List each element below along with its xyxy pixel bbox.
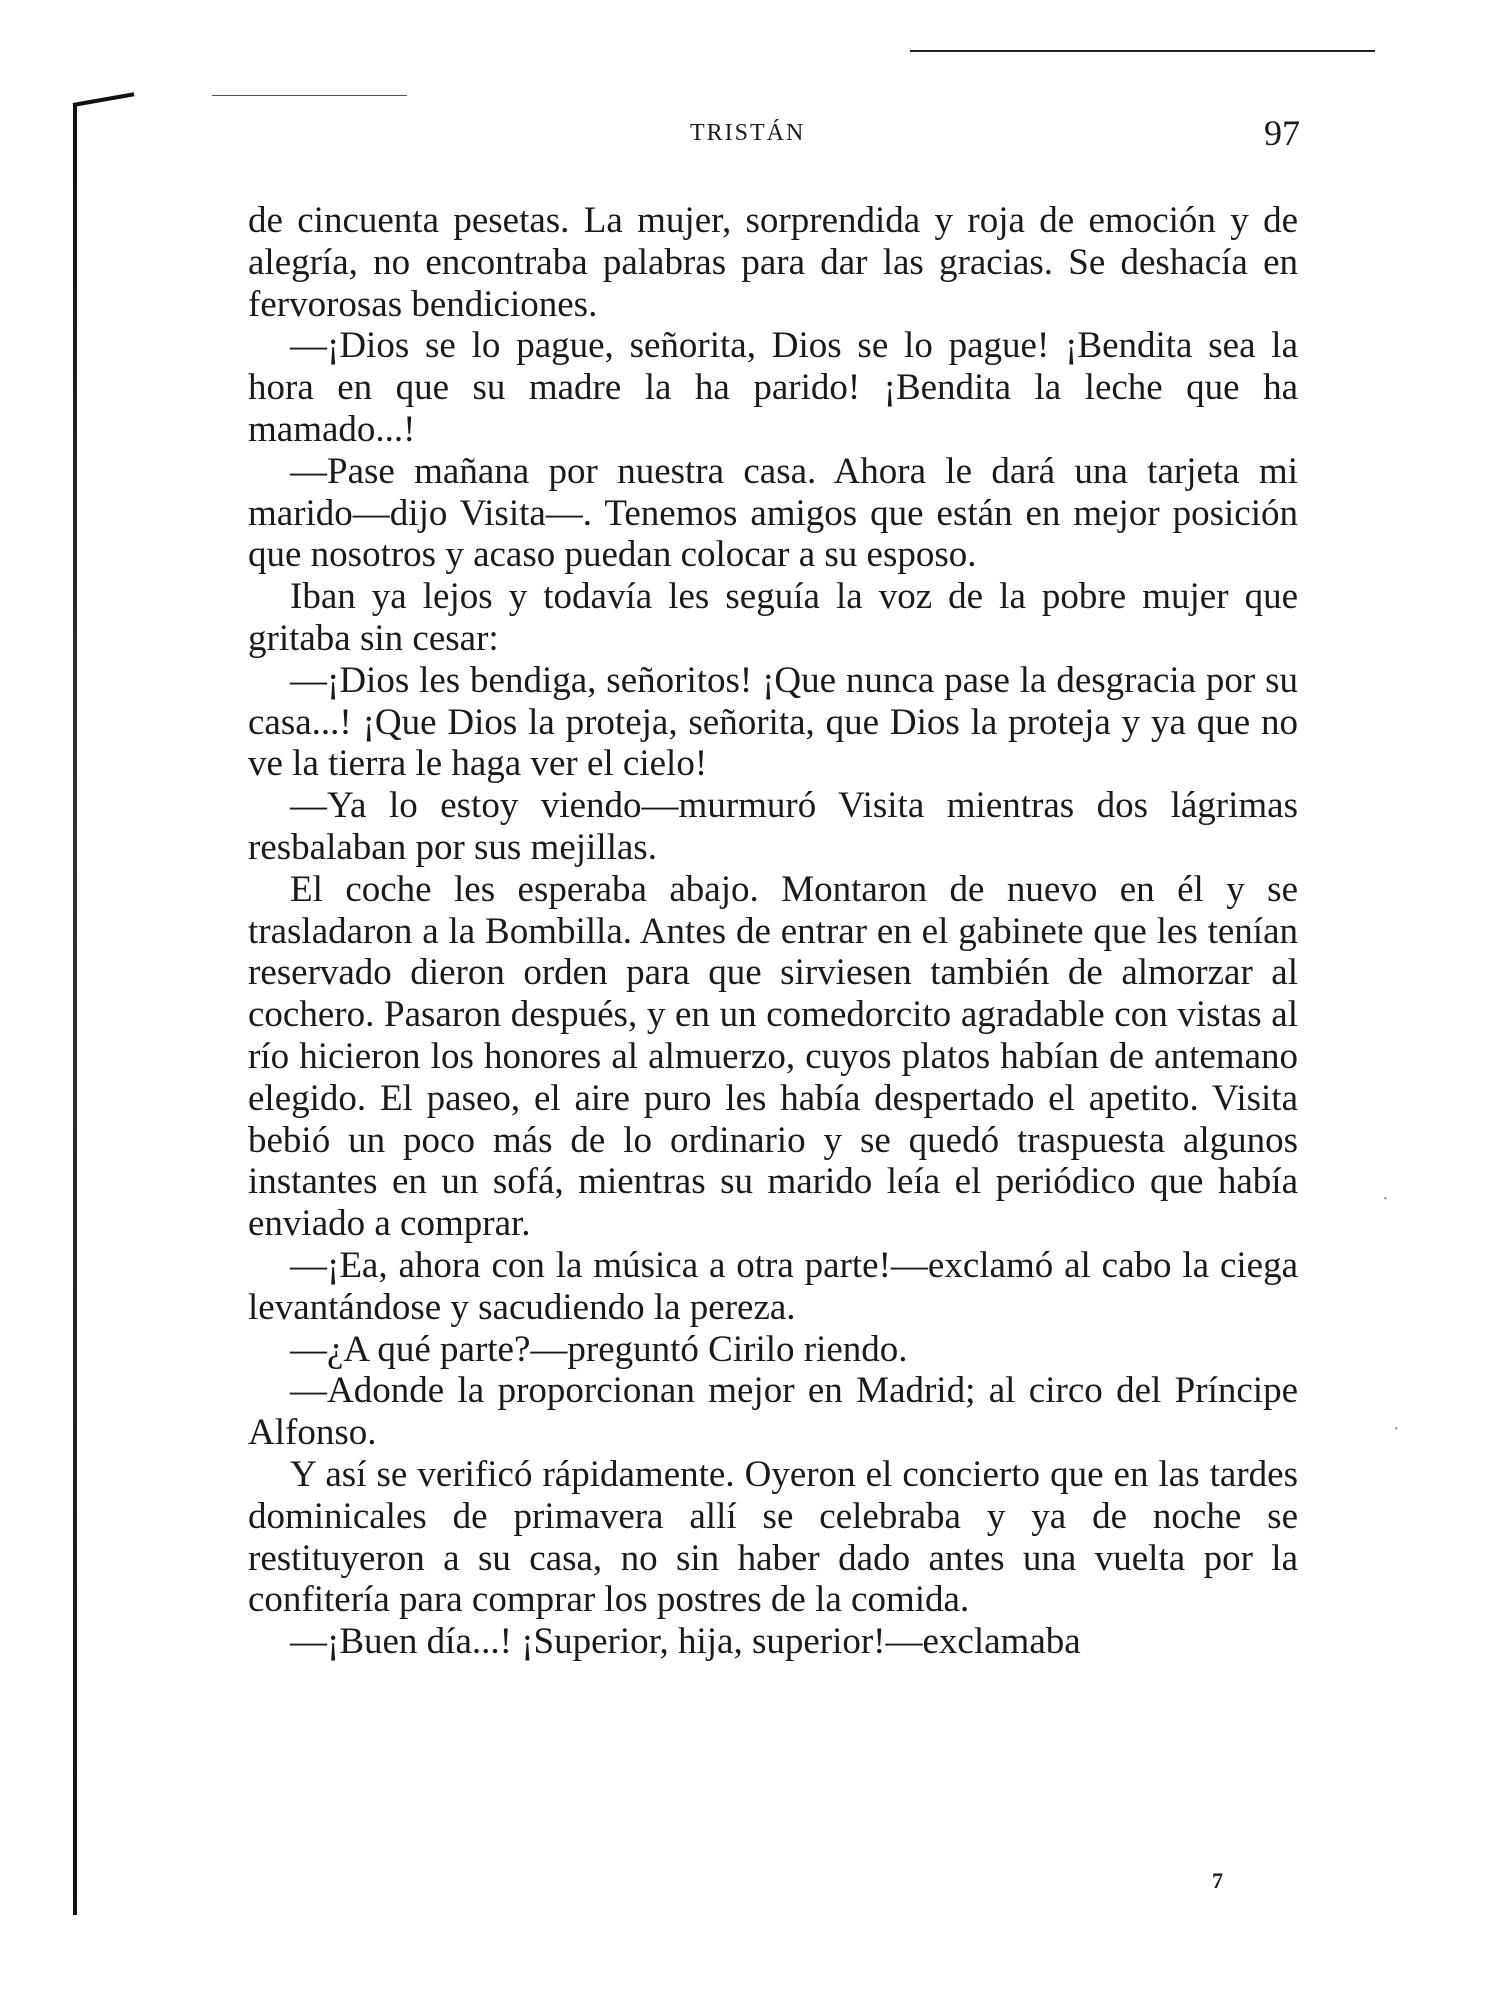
page-spine-edge bbox=[73, 105, 77, 1915]
paragraph: Y así se verificó rápidamente. Oyeron el concierto que en las tardes dominicales de primavera allí se celebraba y ya de noche se restituyeron a su casa, no sin haber dado antes una vuelta por la confitería para comprar los postres de la comida. bbox=[248, 1453, 1298, 1621]
paragraph: —Adonde la proporcionan mejor en Madrid; al circo del Príncipe Alfonso. bbox=[248, 1370, 1298, 1454]
paragraph: —¡Buen día...! ¡Superior, hija, superior!—exclamaba bbox=[290, 1621, 1081, 1663]
page-corner-mark bbox=[73, 92, 135, 107]
running-header bbox=[250, 112, 1300, 156]
paragraph: —Pase mañana por nuestra casa. Ahora le dará una tarjeta mi marido—dijo Visita—. Tenemos amigos que están en mejor posición que nosotros y acaso puedan colocar a su esposo. bbox=[248, 450, 1298, 576]
paragraph: —Ya lo estoy viendo—murmuró Visita mientras dos lágrimas resbalaban por sus mejillas. bbox=[248, 785, 1298, 868]
paragraph: Iban ya lejos y todavía les seguía la voz de la pobre mujer que gritaba sin cesar: bbox=[248, 576, 1298, 659]
paragraph: de cincuenta pesetas. La mujer, sorprendida y roja de emoción y de alegría, no encontraba palabras para dar las gracias. Se deshacía en fervorosas bendiciones. bbox=[248, 200, 1298, 325]
paragraph: —¡Ea, ahora con la música a otra parte!—exclamó al cabo la ciega levantándose y sacudiendo la pereza. bbox=[248, 1244, 1298, 1328]
scan-edge-line bbox=[910, 50, 1375, 52]
paragraph: El coche les esperaba abajo. Montaron de nuevo en él y se trasladaron a la Bombilla. Antes de entrar en el gabinete que les tenían reservado dieron orden para que sirviesen también de almorzar al cochero. Pasaron después, y en un comedorcito agradable con vistas al río hicieron los honores al almuerzo, cuyos platos habían de antemano elegido. El paseo, el aire puro les había despertado el apetito. Visita bebió un poco más de lo ordinario y se quedó traspuesta algunos instantes en un sofá, mientras su marido leía el periódico que había enviado a comprar. bbox=[248, 868, 1298, 1245]
scan-speck: · bbox=[1382, 1188, 1389, 1210]
body-text bbox=[248, 200, 1298, 1663]
paragraph: —¡Dios se lo pague, señorita, Dios se lo pague! ¡Bendita sea la hora en que su madre la ha parido! ¡Bendita la leche que ha mamado...! bbox=[248, 325, 1298, 450]
paragraph: —¿A qué parte?—preguntó Cirilo riendo. bbox=[290, 1328, 908, 1370]
page-number: 97 bbox=[1264, 113, 1300, 153]
scan-edge-line bbox=[212, 95, 407, 96]
signature-mark: 7 bbox=[1212, 1868, 1223, 1893]
running-title: TRISTÁN bbox=[690, 120, 806, 146]
paragraph: —¡Dios les bendiga, señoritos! ¡Que nunca pase la desgracia por su casa...! ¡Que Dios la proteja, señorita, que Dios la proteja y ya que no ve la tierra le haga ver el cielo! bbox=[248, 659, 1298, 785]
scan-speck: · bbox=[1393, 1418, 1400, 1440]
